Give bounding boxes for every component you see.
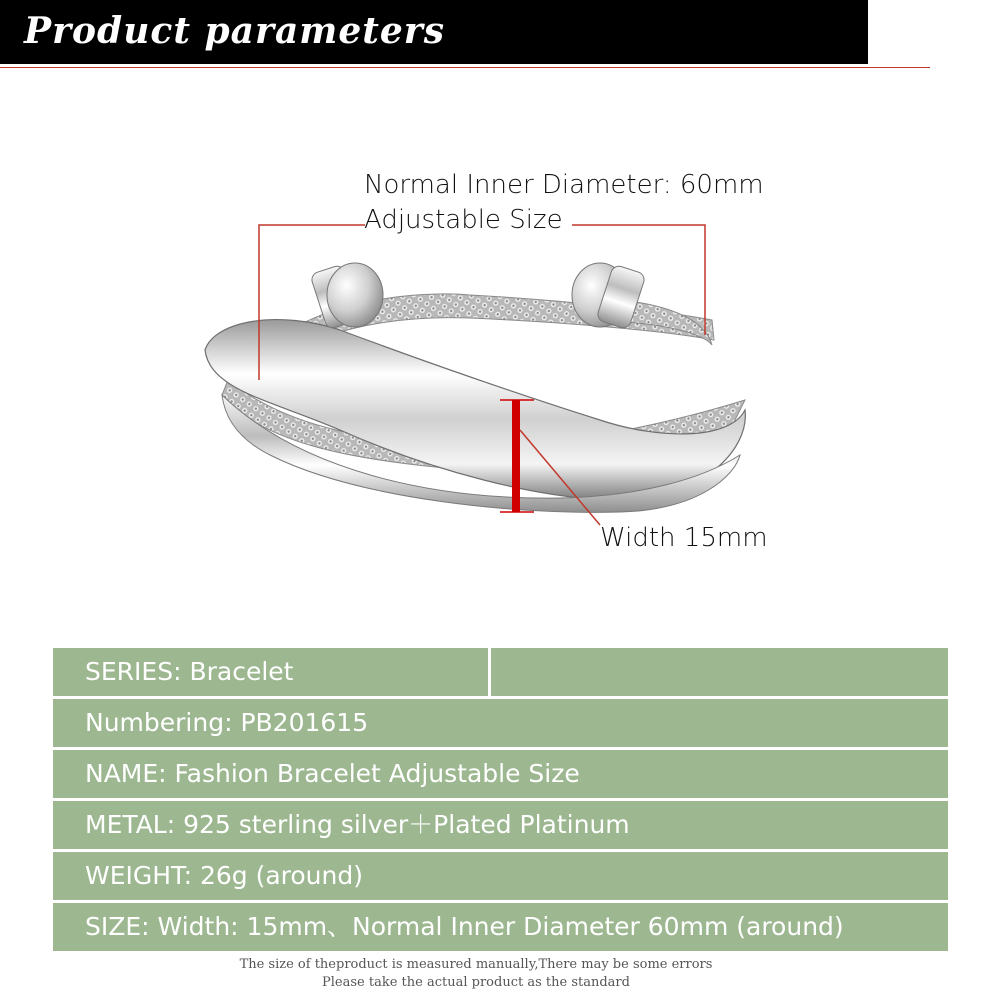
adjustable-label: Adjustable Size bbox=[364, 205, 563, 235]
spec-row-size bbox=[53, 903, 948, 951]
spec-numbering: Numbering: PB201615 bbox=[85, 708, 369, 737]
spec-row-numbering bbox=[53, 699, 948, 747]
spec-weight: WEIGHT: 26g (around) bbox=[85, 861, 363, 890]
spec-size: SIZE: Width: 15mm、Normal Inner Diameter 60mm (around) bbox=[85, 912, 844, 941]
spec-metal: METAL: 925 sterling silver＋Plated Platinum bbox=[85, 810, 630, 839]
spec-table bbox=[53, 648, 948, 954]
footnote-line-2: Please take the actual product as the standard bbox=[322, 975, 630, 990]
spec-row-series bbox=[53, 648, 948, 696]
spec-row-name bbox=[53, 750, 948, 798]
spec-series: SERIES: Bracelet bbox=[85, 657, 294, 686]
spec-row-metal bbox=[53, 801, 948, 849]
page-title: Product parameters bbox=[24, 10, 446, 52]
spec-name: NAME: Fashion Bracelet Adjustable Size bbox=[85, 759, 580, 788]
spec-divider bbox=[488, 648, 491, 696]
polished-band bbox=[205, 320, 745, 500]
spec-row-weight bbox=[53, 852, 948, 900]
footnote-line-1: The size of theproduct is measured manually,There may be some errors bbox=[239, 957, 713, 972]
diameter-label: Normal Inner Diameter: 60mm bbox=[364, 170, 764, 200]
width-label: Width 15mm bbox=[600, 523, 768, 553]
